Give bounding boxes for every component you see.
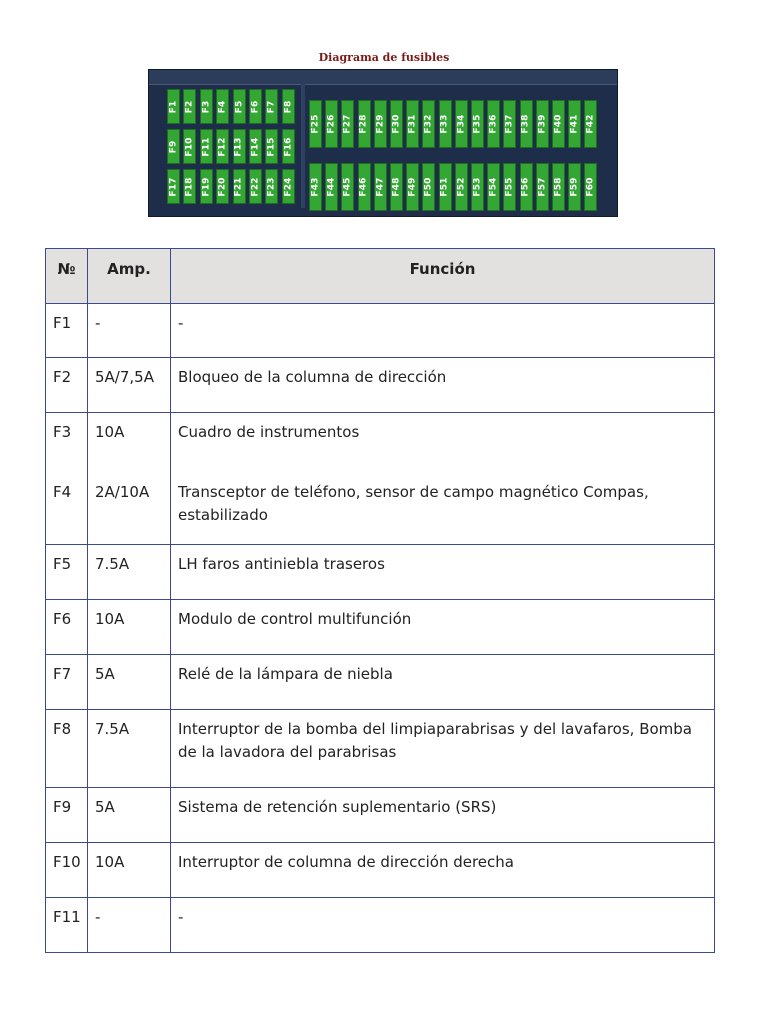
fuse-label: F34 (456, 114, 467, 134)
fuse-f55 (503, 163, 516, 211)
fuse-label: F6 (250, 100, 261, 113)
fuse-label: F60 (585, 177, 596, 197)
fuse-f49 (406, 163, 419, 211)
fuse-label: F13 (234, 136, 245, 157)
fuse-label: F26 (326, 114, 337, 134)
fuse-label: F18 (184, 176, 195, 197)
fuse-label: F52 (456, 177, 467, 197)
cell-function: - (171, 898, 715, 953)
fuse-label: F30 (391, 114, 402, 134)
fuse-label: F39 (537, 114, 548, 134)
fuse-label: F24 (283, 176, 294, 197)
fuse-f46 (358, 163, 371, 211)
fuse-label: F51 (440, 177, 451, 197)
fuse-table (45, 248, 715, 953)
fuse-label: F57 (537, 177, 548, 197)
fuse-f1 (167, 89, 180, 124)
fuse-label: F36 (488, 114, 499, 134)
fuse-f22 (249, 169, 262, 204)
fuse-f23 (265, 169, 278, 204)
fuse-label: F19 (201, 176, 212, 197)
fuse-label: F7 (266, 100, 277, 113)
cell-function: Relé de la lámpara de niebla (171, 655, 715, 710)
cell-function: LH faros antiniebla traseros (171, 545, 715, 600)
fuse-label: F22 (250, 176, 261, 197)
fuse-f40 (552, 100, 565, 148)
fuse-label: F54 (488, 177, 499, 197)
cell-amp: 2A/10A (88, 469, 171, 545)
header-amp: Amp. (88, 249, 171, 304)
cell-number: F7 (46, 655, 88, 710)
cell-function: Transceptor de teléfono, sensor de campo magnético Compas, estabilizado (171, 469, 715, 545)
fuse-f2 (183, 89, 196, 124)
fuse-label: F3 (201, 100, 212, 113)
table-row (46, 898, 715, 953)
fuse-f28 (358, 100, 371, 148)
cell-amp: 10A (88, 413, 171, 469)
fuse-label: F55 (504, 177, 515, 197)
fuse-f29 (374, 100, 387, 148)
fuse-f59 (568, 163, 581, 211)
cell-number: F3 (46, 413, 88, 469)
fuse-f60 (584, 163, 597, 211)
cell-number: F2 (46, 358, 88, 413)
cell-amp: 5A/7,5A (88, 358, 171, 413)
diagram-title: Diagrama de fusibles (318, 51, 450, 64)
fuse-f5 (233, 89, 246, 124)
fuse-f47 (374, 163, 387, 211)
fuse-f30 (390, 100, 403, 148)
fuse-f32 (422, 100, 435, 148)
fuse-label: F58 (553, 177, 564, 197)
cell-amp: 10A (88, 843, 171, 898)
fuse-label: F14 (250, 136, 261, 157)
fuse-label: F15 (266, 136, 277, 157)
fuse-label: F47 (375, 177, 386, 197)
fuse-f25 (309, 100, 322, 148)
fuse-label: F29 (375, 114, 386, 134)
fuse-f33 (439, 100, 452, 148)
fuse-f58 (552, 163, 565, 211)
fuse-f48 (390, 163, 403, 211)
fuse-label: F40 (553, 114, 564, 134)
cell-function: Cuadro de instrumentos (171, 413, 715, 469)
table-row (46, 358, 715, 413)
fuse-f27 (341, 100, 354, 148)
fuse-label: F4 (217, 100, 228, 113)
cell-number: F4 (46, 469, 88, 545)
fuse-f34 (455, 100, 468, 148)
cell-function: Interruptor de columna de dirección derecha (171, 843, 715, 898)
fuse-label: F44 (326, 177, 337, 197)
fuse-label: F41 (569, 114, 580, 134)
fuse-label: F8 (283, 100, 294, 113)
cell-number: F8 (46, 710, 88, 788)
fuse-f24 (282, 169, 295, 204)
cell-amp: - (88, 898, 171, 953)
fuse-f44 (325, 163, 338, 211)
fuse-label: F10 (184, 136, 195, 157)
fuse-f54 (487, 163, 500, 211)
fuse-f7 (265, 89, 278, 124)
fuse-f12 (216, 129, 229, 164)
fuse-f19 (200, 169, 213, 204)
table-row (46, 600, 715, 655)
fuse-label: F12 (217, 136, 228, 157)
fuse-f11 (200, 129, 213, 164)
table-row (46, 545, 715, 600)
fuse-label: F46 (359, 177, 370, 197)
fuse-label: F23 (266, 176, 277, 197)
cell-amp: 7.5A (88, 545, 171, 600)
fuse-f37 (503, 100, 516, 148)
header-number: № (46, 249, 88, 304)
fuse-label: F32 (423, 114, 434, 134)
table-row (46, 413, 715, 469)
fuse-f36 (487, 100, 500, 148)
table-header-row (46, 249, 715, 304)
fuse-label: F56 (521, 177, 532, 197)
cell-number: F11 (46, 898, 88, 953)
fuse-f21 (233, 169, 246, 204)
fuse-label: F9 (168, 140, 179, 153)
fuse-label: F16 (283, 136, 294, 157)
fuse-f16 (282, 129, 295, 164)
fuse-box-diagram (148, 69, 618, 217)
fuse-label: F20 (217, 176, 228, 197)
table-row (46, 469, 715, 545)
fuse-f51 (439, 163, 452, 211)
fuse-f53 (471, 163, 484, 211)
cell-number: F9 (46, 788, 88, 843)
cell-number: F10 (46, 843, 88, 898)
fuse-label: F2 (184, 100, 195, 113)
fuse-f35 (471, 100, 484, 148)
cell-number: F1 (46, 304, 88, 358)
fuse-f38 (520, 100, 533, 148)
table-row (46, 655, 715, 710)
fuse-f10 (183, 129, 196, 164)
fuse-label: F11 (201, 136, 212, 157)
table-row (46, 788, 715, 843)
header-function: Función (171, 249, 715, 304)
fuse-f45 (341, 163, 354, 211)
fuse-label: F17 (168, 176, 179, 197)
cell-amp: 7.5A (88, 710, 171, 788)
fuse-f15 (265, 129, 278, 164)
fuse-f56 (520, 163, 533, 211)
cell-function: Bloqueo de la columna de dirección (171, 358, 715, 413)
fuse-f8 (282, 89, 295, 124)
cell-function: Modulo de control multifunción (171, 600, 715, 655)
fuse-label: F28 (359, 114, 370, 134)
fuse-label: F48 (391, 177, 402, 197)
fuse-label: F59 (569, 177, 580, 197)
fuse-label: F45 (342, 177, 353, 197)
fuse-label: F31 (407, 114, 418, 134)
fuse-label: F1 (168, 100, 179, 113)
fuse-f13 (233, 129, 246, 164)
cell-function: - (171, 304, 715, 358)
fuse-f57 (536, 163, 549, 211)
fuse-f31 (406, 100, 419, 148)
fuse-label: F5 (234, 100, 245, 113)
table-row (46, 304, 715, 358)
fuse-f9 (167, 129, 180, 164)
fuse-label: F33 (440, 114, 451, 134)
fuse-f14 (249, 129, 262, 164)
fuse-f39 (536, 100, 549, 148)
fuse-f50 (422, 163, 435, 211)
fuse-label: F27 (342, 114, 353, 134)
fuse-f17 (167, 169, 180, 204)
cell-function: Sistema de retención suplementario (SRS) (171, 788, 715, 843)
fuse-box-top-rail (149, 70, 617, 85)
fuse-label: F38 (521, 114, 532, 134)
fuse-label: F53 (472, 177, 483, 197)
cell-amp: 5A (88, 788, 171, 843)
fuse-label: F43 (310, 177, 321, 197)
fuse-label: F49 (407, 177, 418, 197)
cell-amp: - (88, 304, 171, 358)
table-row (46, 843, 715, 898)
fuse-label: F37 (504, 114, 515, 134)
fuse-f43 (309, 163, 322, 211)
fuse-f26 (325, 100, 338, 148)
fuse-label: F50 (423, 177, 434, 197)
fuse-label: F25 (310, 114, 321, 134)
fuse-f18 (183, 169, 196, 204)
fuse-f41 (568, 100, 581, 148)
cell-amp: 10A (88, 600, 171, 655)
table-row (46, 710, 715, 788)
fuse-f4 (216, 89, 229, 124)
fuse-f20 (216, 169, 229, 204)
cell-number: F6 (46, 600, 88, 655)
fuse-f52 (455, 163, 468, 211)
fuse-f42 (584, 100, 597, 148)
cell-function: Interruptor de la bomba del limpiaparabrisas y del lavafaros, Bomba de la lavadora del parabrisas (171, 710, 715, 788)
fuse-label: F42 (585, 114, 596, 134)
fuse-label: F35 (472, 114, 483, 134)
cell-amp: 5A (88, 655, 171, 710)
fuse-f6 (249, 89, 262, 124)
fuse-f3 (200, 89, 213, 124)
fuse-label: F21 (234, 176, 245, 197)
fuse-box-divider (301, 84, 305, 208)
cell-number: F5 (46, 545, 88, 600)
